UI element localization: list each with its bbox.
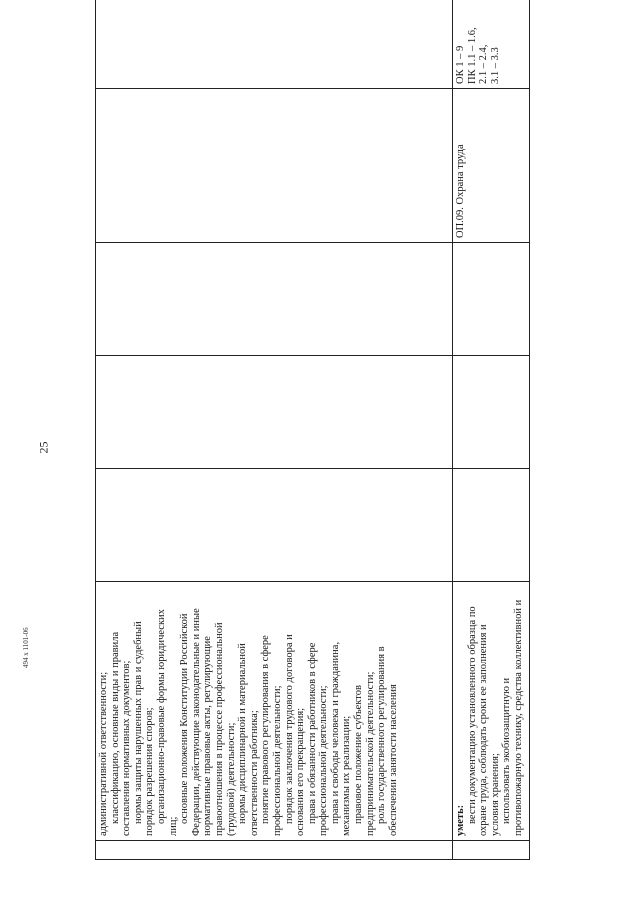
- table-cell-empty: [453, 356, 530, 469]
- table-cell-empty: [96, 356, 453, 469]
- knowledge-line: права и обязанности работников в сфере: [306, 642, 318, 824]
- knowledge-line: предпринимательской деятельности;: [364, 671, 376, 836]
- competency-code: 2.1 – 2.4,: [478, 44, 490, 84]
- knowledge-line: порядок заключения трудового договора и: [283, 634, 295, 824]
- table-cell-empty: [96, 841, 453, 860]
- knowledge-line: права и свободы человека и гражданина,: [329, 641, 341, 824]
- table-cell-empty: [453, 841, 530, 860]
- table-cell-empty: [453, 469, 530, 582]
- table-cell-empty: [96, 243, 453, 356]
- skill-line: вести документацию установленного образца по: [466, 606, 478, 824]
- curriculum-table: [95, 0, 530, 860]
- knowledge-line: понятие правового регулирования в сфере: [260, 635, 272, 824]
- knowledge-line: порядок разрешения споров;: [144, 707, 156, 836]
- knowledge-line: правовое положение субъектов: [353, 685, 365, 824]
- knowledge-cell: [96, 582, 453, 841]
- table-row-lower: [453, 0, 530, 860]
- knowledge-line: административной ответственности;: [98, 671, 109, 836]
- knowledge-list: [98, 586, 399, 836]
- knowledge-line: правоотношения в процессе профессиональной: [213, 622, 225, 836]
- knowledge-line: обеспечении занятости населения: [387, 684, 399, 836]
- competency-code: ОК 1 – 9: [455, 45, 466, 84]
- footer-code: 494 x 1101-06: [22, 627, 30, 668]
- knowledge-line: профессиональной деятельности;: [318, 685, 330, 836]
- table-row-upper: [96, 0, 453, 860]
- table-cell-empty: [96, 89, 453, 243]
- knowledge-line: нормативные правовые акты, регулирующие: [202, 636, 214, 836]
- knowledge-line: основные положения Конституции Российской: [179, 613, 191, 824]
- competency-code: 3.1 – 3.3: [489, 47, 501, 84]
- knowledge-line: нормы дисциплинарной и материальной: [237, 643, 249, 824]
- knowledge-line: классификацию, основные виды и правила: [109, 631, 121, 824]
- rotated-table-content: [95, 27, 529, 860]
- skills-heading: уметь:: [455, 804, 466, 836]
- knowledge-line: механизмы их реализации;: [341, 715, 353, 836]
- knowledge-line: нормы защиты нарушенных прав и судебный: [132, 621, 144, 824]
- knowledge-line: ответственности работника;: [248, 710, 260, 836]
- rotated-table-frame: [95, 27, 529, 860]
- knowledge-line: составления нормативных документов;: [121, 660, 133, 836]
- knowledge-line: Федерации, действующие законодательные и иные: [190, 608, 202, 836]
- table-cell-empty: [96, 469, 453, 582]
- discipline-cell: [453, 89, 530, 243]
- competencies-cell: [453, 0, 530, 89]
- skill-line: противопожарную технику, средства коллективной и: [512, 599, 524, 836]
- knowledge-line: (трудовой) деятельности;: [225, 722, 237, 836]
- table-cell-empty: [96, 0, 453, 89]
- page-number: 25: [36, 441, 51, 454]
- knowledge-line: профессиональной деятельности;: [271, 685, 283, 836]
- skills-list: [467, 586, 525, 836]
- knowledge-line: основания его прекращения;: [295, 707, 307, 836]
- knowledge-line: роль государственного регулирования в: [376, 646, 388, 824]
- table-cell-empty: [453, 243, 530, 356]
- discipline-name: ОП.09. Охрана труда: [455, 144, 466, 238]
- skill-line: использовать экобиозащитную и: [501, 677, 513, 824]
- knowledge-line: организационно-правовые формы юридических: [155, 609, 167, 824]
- competency-code: ПК 1.1 – 1.6,: [466, 27, 478, 84]
- knowledge-line: лиц;: [167, 816, 179, 836]
- skill-line: условия хранения;: [489, 753, 501, 836]
- competencies-list: [455, 0, 501, 84]
- skill-line: охране труда, соблюдать сроки ее заполнения и: [478, 624, 490, 836]
- skills-cell: [453, 582, 530, 841]
